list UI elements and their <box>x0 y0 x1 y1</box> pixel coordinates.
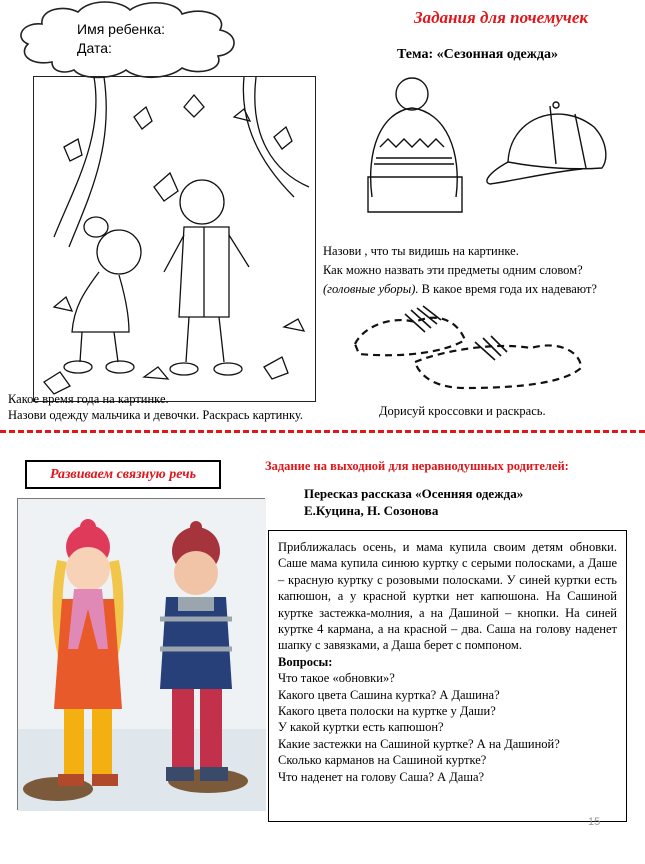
headwear-question-line2: Как можно назвать эти предметы одним словом? <box>323 263 583 277</box>
sneakers-drawing <box>345 302 587 402</box>
sneakers-trace-image <box>345 302 587 402</box>
question-item: Что такое «обновки»? <box>278 671 395 686</box>
autumn-question <box>8 391 303 423</box>
question-item: Сколько карманов на Сашиной куртке? <box>278 753 487 768</box>
headwear-question <box>323 242 643 299</box>
headwear-question-line1: Назови , что ты видишь на картинке. <box>323 244 519 258</box>
page-number: 15 <box>588 816 601 828</box>
questions-heading: Вопросы: <box>278 654 333 669</box>
question-item: Какие застежки на Сашиной куртке? А на Дашиной? <box>278 736 560 751</box>
autumn-question-line2: Назови одежду мальчика и девочки. Раскрась картинку. <box>8 408 304 422</box>
parent-task-heading: Задание на выходной для неравнодушных родителей: <box>265 459 569 473</box>
story-title-line1: Пересказ рассказа «Осенняя одежда» <box>304 486 524 501</box>
question-item: Что наденет на голову Саша? А Даша? <box>278 769 485 784</box>
autumn-drawing <box>34 77 317 403</box>
hat-and-cap-image <box>350 72 612 234</box>
child-name-label: Имя ребенка: <box>77 21 166 37</box>
headwear-hint: (головные уборы). <box>323 282 419 296</box>
question-item: Какого цвета полоски на куртке у Даши? <box>278 704 496 719</box>
date-label: Дата: <box>77 40 112 56</box>
section-title: Задания для почемучек <box>414 8 588 27</box>
section-divider <box>0 430 645 433</box>
question-item: У какой куртки есть капюшон? <box>278 720 444 735</box>
kids-illustration <box>18 499 266 811</box>
children-in-autumn-clothes-image <box>17 498 265 810</box>
speech-box-label: Развиваем связную речь <box>49 466 197 482</box>
headwear-question-season: В какое время года их надевают? <box>418 282 597 296</box>
headwear-drawing <box>350 72 612 234</box>
headwear-question-line3 <box>323 280 643 299</box>
question-item: Какого цвета Сашина куртка? А Дашина? <box>278 687 500 702</box>
story-title <box>304 485 523 519</box>
cloud-text <box>77 20 165 58</box>
story-text: Приближалась осень, и мама купила своим детям обновки. Саше мама купила синюю куртку с серыми полосками, а Даше – красную куртку с розовыми полосками. У синей куртки есть капюшон, а у красной куртки нет капюшона. На Сашиной куртке застежка-молния, а на Дашиной – кнопки. На синей куртке 4 кармана, а на красной – два. Саша на голову наденет шапку с завязками, а Даша берет с помпоном. <box>278 540 617 653</box>
autumn-children-coloring-image <box>33 76 316 402</box>
speech-development-box <box>25 460 221 489</box>
autumn-question-line1: Какое время года на картинке. <box>8 392 169 406</box>
story-authors: Е.Куцина, Н. Созонова <box>304 503 439 518</box>
story-text-box <box>268 530 627 822</box>
sneakers-task: Дорисуй кроссовки и раскрась. <box>379 404 546 418</box>
theme-title: Тема: «Сезонная одежда» <box>397 47 558 62</box>
